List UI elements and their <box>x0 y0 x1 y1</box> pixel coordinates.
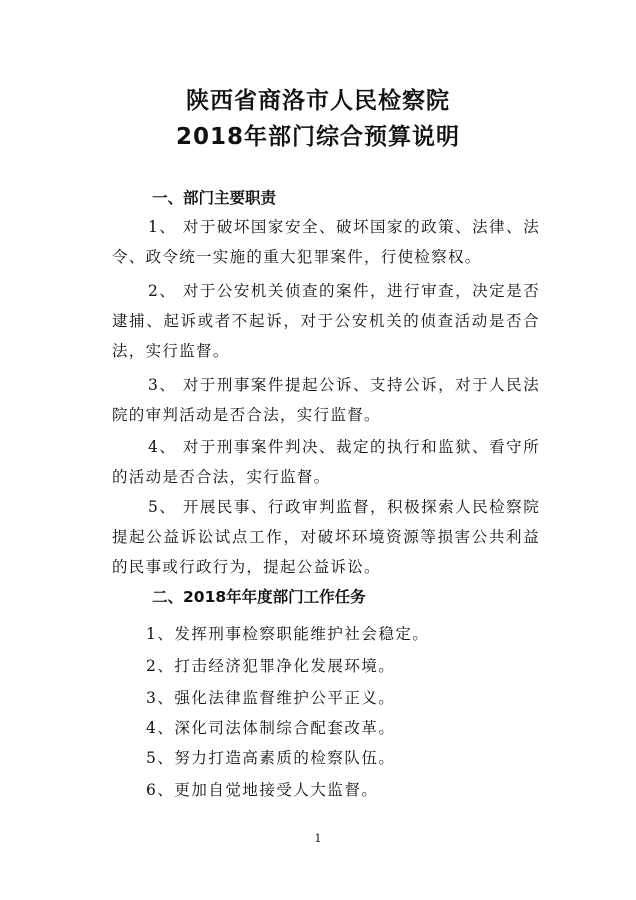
duty-paragraph-1: 1、 对于破坏国家安全、破坏国家的政策、法律、法令、政令统一实施的重大犯罪案件，行使检察权。 <box>112 218 540 266</box>
page-number: 1 <box>314 832 322 845</box>
duty-paragraph-3: 3、 对于刑事案件提起公诉、支持公诉，对于人民法院的审判活动是否合法，实行监督。 <box>112 376 540 424</box>
task-item-6: 6、更加自觉地接受人大监督。 <box>146 781 379 799</box>
duty-paragraph-5: 5、 开展民事、行政审判监督，积极探索人民检察院提起公益诉讼试点工作，对破坏环境资源等损害公共利益的民事或行政行为，提起公益诉讼。 <box>112 498 540 576</box>
document-title-line2: 2018年部门综合预算说明 <box>175 124 460 150</box>
duty-paragraph-2: 2、 对于公安机关侦查的案件，进行审查，决定是否逮捕、起诉或者不起诉，对于公安机关的侦查活动是否合法，实行监督。 <box>112 282 540 360</box>
task-item-5: 5、努力打造高素质的检察队伍。 <box>146 749 396 767</box>
task-item-2: 2、打击经济犯罪净化发展环境。 <box>146 657 396 675</box>
task-item-1: 1、发挥刑事检察职能维护社会稳定。 <box>146 625 430 643</box>
document-title-line1: 陕西省商洛市人民检察院 <box>186 88 450 114</box>
task-item-3: 3、强化法律监督维护公平正义。 <box>146 689 396 707</box>
task-item-4: 4、深化司法体制综合配套改革。 <box>146 719 396 737</box>
duty-paragraph-4: 4、 对于刑事案件判决、裁定的执行和监狱、看守所的活动是否合法，实行监督。 <box>112 438 540 486</box>
section2-heading: 二、2018年年度部门工作任务 <box>152 588 366 606</box>
section1-heading: 一、部门主要职责 <box>152 189 277 207</box>
